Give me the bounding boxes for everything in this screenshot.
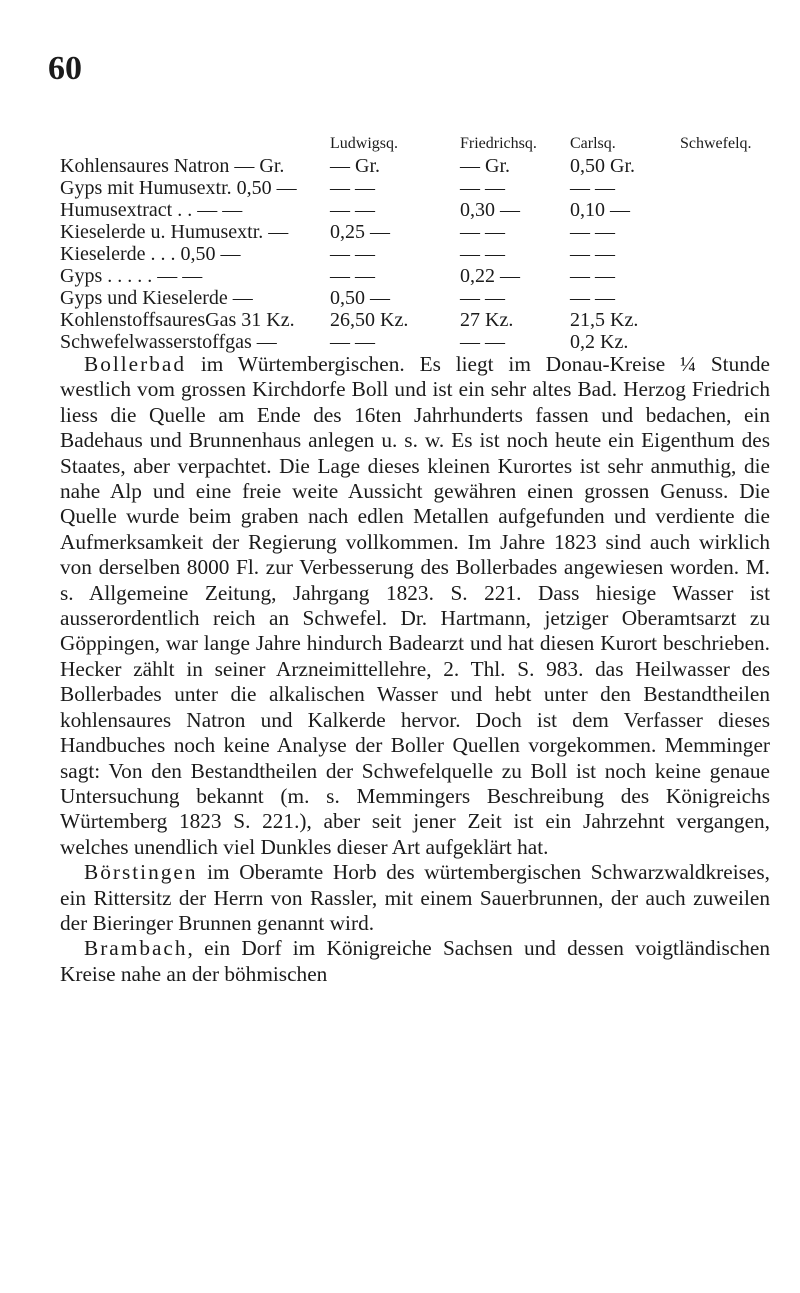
table-cell: Kohlensaures Natron — Gr. [60, 155, 285, 177]
table-cell: 0,50 — [330, 287, 390, 309]
entry-heading: Börstingen [84, 860, 198, 885]
paragraph-boerstingen [60, 860, 770, 936]
table-cell: Gyps . . . . . — — [60, 265, 203, 287]
table-cell [680, 331, 780, 353]
mineral-table [60, 133, 780, 353]
table-row [60, 287, 780, 309]
table-cell: 0,25 — [330, 221, 390, 243]
table-cell: — — [460, 177, 505, 199]
table-cell: — — [330, 265, 375, 287]
table-cell: — — [330, 243, 375, 265]
table-cell [680, 265, 780, 287]
table-row [60, 221, 780, 243]
table-cell [680, 221, 780, 243]
table-cell: Kieselerde . . . 0,50 — [60, 243, 241, 265]
table-cell: Schwefelwasserstoffgas — [60, 331, 277, 353]
table-header-cell [60, 133, 330, 155]
table-cell: — Gr. [330, 155, 380, 177]
table-header [60, 133, 780, 155]
table-cell: — — [570, 221, 615, 243]
table-cell: 0,2 Kz. [570, 331, 629, 353]
table-row [60, 265, 780, 287]
table-cell: — — [460, 331, 505, 353]
paragraph-text: , ein Dorf im Königreiche Sachsen und dessen voigtländischen Kreise nahe an der böhmischen [60, 936, 770, 986]
table-cell: — — [570, 177, 615, 199]
table-cell: — — [330, 177, 375, 199]
table-row [60, 155, 780, 177]
table-row [60, 331, 780, 353]
paragraph-text: im Oberamte Horb des würtembergischen Schwarzwaldkreises, ein Rittersitz der Herrn von Rassler, mit einem Sauerbrunnen, der auch zuweilen der Bieringer Brunnen genannt wird. [60, 860, 770, 935]
table-cell: 21,5 Kz. [570, 309, 639, 331]
table-cell: — — [570, 287, 615, 309]
table-cell: — — [330, 331, 375, 353]
table-cell: KohlenstoffsauresGas 31 Kz. [60, 309, 295, 331]
table-cell: — — [460, 221, 505, 243]
body-text [60, 352, 770, 987]
table-cell [680, 309, 780, 331]
table-cell: — — [460, 243, 505, 265]
table-cell: 0,10 — [570, 199, 630, 221]
table-row [60, 177, 780, 199]
page-number: 60 [48, 50, 82, 87]
table-header-cell: Friedrichsq. [460, 135, 537, 152]
table-cell: 0,30 — [460, 199, 520, 221]
table-cell: — — [570, 265, 615, 287]
table-cell [680, 287, 780, 309]
table-cell [680, 177, 780, 199]
table-cell: Gyps und Kieselerde — [60, 287, 253, 309]
table-header-cell: Ludwigsq. [330, 135, 398, 152]
table-cell: 0,22 — [460, 265, 520, 287]
table-cell [680, 155, 780, 177]
entry-heading: Bollerbad [84, 352, 186, 376]
paragraph-bollerbad [60, 352, 770, 860]
table-row [60, 199, 780, 221]
paragraph-text: im Würtembergischen. Es liegt im Donau-Kreise ¼ Stunde westlich vom grossen Kirchdorfe Boll und ist ein sehr altes Bad. Herzog Friedrich liess die Quelle am Ende des 16ten Jahrhunderts fassen und bedachen, ein Badehaus und Brunnenhaus anlegen u. s. w. Es ist noch heute ein Eigenthum des Staates, aber verpachtet. Die Lage dieses kleinen Kurortes ist sehr anmuthig, die nahe Alp und eine freie weite Aussicht gewähren einen grossen Genuss. Die Quelle wurde beim graben nach edlen Metallen aufgefunden und verdiente die Aufmerksamkeit der Regierung vollkommen. Im Jahre 1823 sind auch wirklich von derselben 8000 Fl. zur Verbesserung des Bollerbades angewiesen worden. M. s. Allgemeine Zeitung, Jahrgang 1823. S. 221. Dass hiesige Wasser ist ausserordentlich reich an Schwefel. Dr. Hartmann, jetziger Oberamtsarzt zu Göppingen, war lange Jahre hindurch Badearzt und hat diesen Kurort beschrieben. Hecker zählt in seiner Arzneimittellehre, 2. Thl. S. 983. das Heilwasser des Bollerbades unter die alkalischen Wasser und hebt unter den Bestandtheilen kohlensaures Natron und Kalkerde hervor. Doch ist dem Verfasser dieses Handbuches noch keine Analyse der Boller Quellen vorgekommen. Memminger sagt: Von den Bestandtheilen der Schwefelquelle zu Boll ist noch keine genaue Untersuchung bekannt (m. s. Memmingers Beschreibung des Königreichs Würtemberg 1823 S. 221.), aber seit jener Zeit ist ein Jahrzehnt vergangen, welches unendlich viel Dunkles dieser Art aufgeklärt hat. [60, 352, 770, 859]
table-cell [680, 243, 780, 265]
table-cell [680, 199, 780, 221]
table-cell: — — [460, 287, 505, 309]
entry-heading: Brambach [84, 936, 188, 961]
table-cell: — Gr. [460, 155, 510, 177]
table-cell: 27 Kz. [460, 309, 514, 331]
table-cell: — — [330, 199, 375, 221]
table-cell: — — [570, 243, 615, 265]
paragraph-brambach [60, 936, 770, 987]
table-row [60, 243, 780, 265]
table-header-cell: Carlsq. [570, 135, 616, 152]
table-cell: 26,50 Kz. [330, 309, 409, 331]
table-header-cell: Schwefelq. [680, 135, 752, 152]
table-row [60, 309, 780, 331]
table-cell: 0,50 Gr. [570, 155, 635, 177]
table-cell: Humusextract . . — — [60, 199, 243, 221]
table-cell: Kieselerde u. Humusextr. — [60, 221, 289, 243]
table-cell: Gyps mit Humusextr. 0,50 — [60, 177, 297, 199]
